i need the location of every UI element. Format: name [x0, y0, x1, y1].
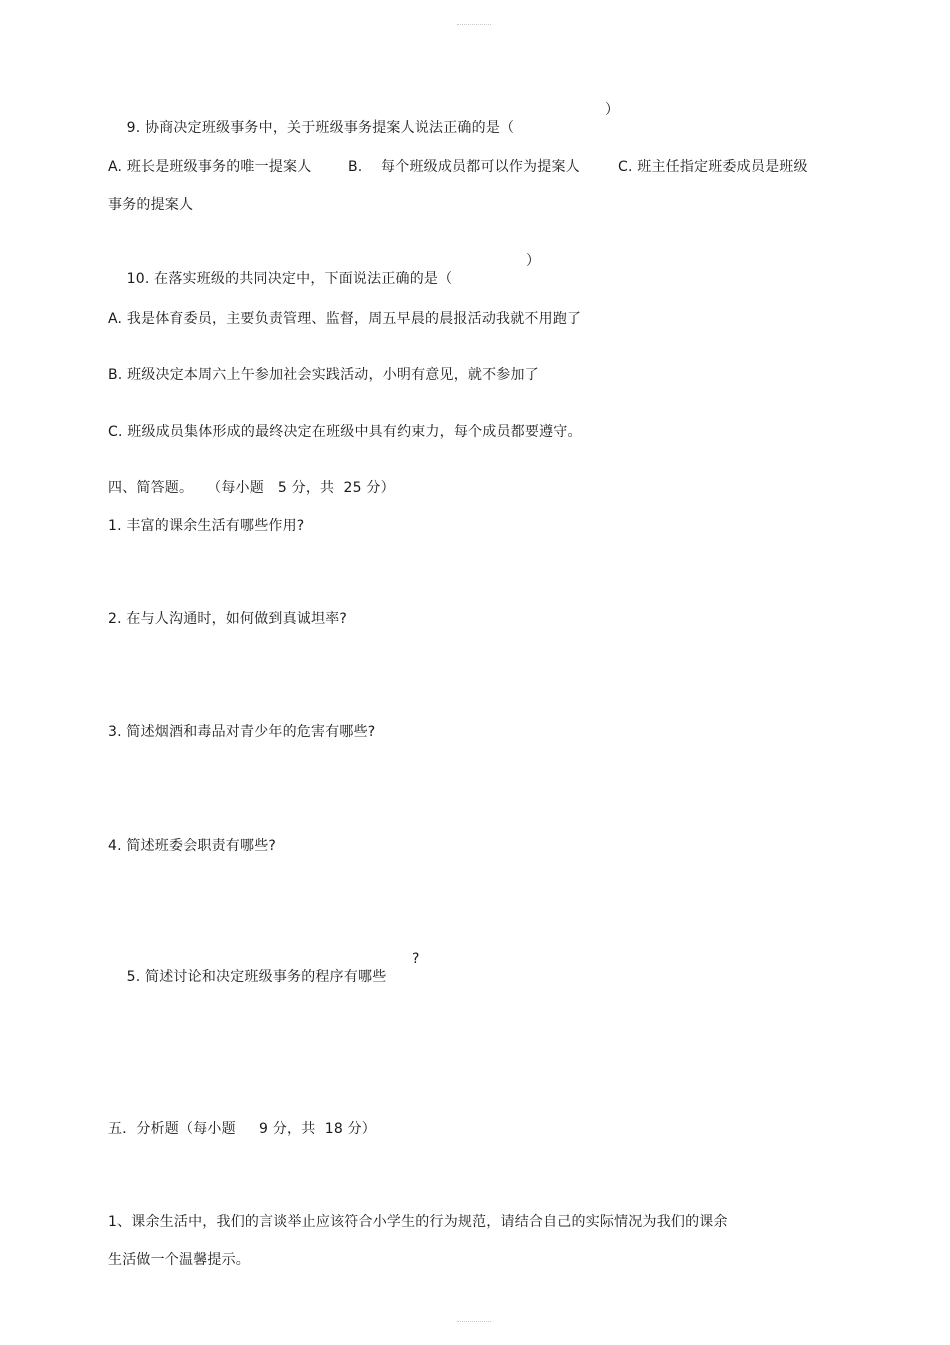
section4-question-3: 3. 简述烟酒和毒品对青少年的危害有哪些? — [108, 724, 376, 740]
q9-stem-text: 9. 协商决定班级事务中，关于班级事务提案人说法正确的是（ — [126, 120, 515, 136]
section5-question-1-line1: 1、课余生活中，我们的言谈举止应该符合小学生的行为规范，请结合自己的实际情况为我们的课余 — [108, 1214, 728, 1230]
section5-title: 五．分析题（每小题 9 分，共 18 分） — [108, 1121, 376, 1137]
section5-question-1-line2: 生活做一个温馨提示。 — [108, 1252, 250, 1268]
q10-stem-text: 10. 在落实班级的共同决定中，下面说法正确的是（ — [126, 271, 453, 287]
section4-question-5-mark: ? — [412, 951, 420, 967]
q10-option-a: A. 我是体育委员，主要负责管理、监督，周五早晨的晨报活动我就不用跑了 — [108, 311, 582, 327]
section4-question-5-text: 5. 简述讨论和决定班级事务的程序有哪些 — [126, 969, 387, 985]
section4-title: 四、简答题。 （每小题 5 分，共 25 分） — [108, 480, 395, 496]
q9-option-c-continued: 事务的提案人 — [108, 197, 194, 213]
bottom-page-mark — [457, 1321, 491, 1323]
section4-question-2: 2. 在与人沟通时，如何做到真诚坦率? — [108, 611, 348, 627]
q10-option-b: B. 班级决定本周六上午参加社会实践活动，小明有意见，就不参加了 — [108, 367, 539, 383]
q9-option-c: C. 班主任指定班委成员是班级 — [618, 159, 808, 175]
section4-question-4: 4. 简述班委会职责有哪些? — [108, 838, 277, 854]
section4-question-1: 1. 丰富的课余生活有哪些作用? — [108, 518, 305, 534]
top-page-mark — [457, 24, 491, 26]
q10-option-c: C. 班级成员集体形成的最终决定在班级中具有约束力，每个成员都要遵守。 — [108, 424, 582, 440]
q9-option-a: A. 班长是班级事务的唯一提案人 — [108, 159, 312, 175]
section4-question-5 — [108, 950, 420, 1022]
q9-paren-close: ） — [605, 102, 620, 118]
q9-option-b: B. 每个班级成员都可以作为提案人 — [348, 159, 580, 175]
q10-paren-close: ） — [526, 253, 541, 269]
